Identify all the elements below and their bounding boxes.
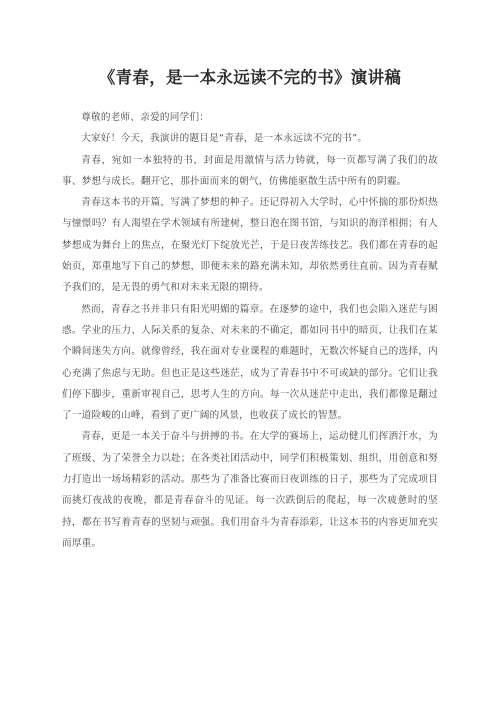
body-paragraph: 青春，更是一本关于奋斗与拼搏的书。在大学的赛场上，运动健儿们挥洒汗水，为了班级、为了荣誉全力以赴；在各类社团活动中，同学们积极策划、组织，用创意和努力打造出一场场精彩的活动。那些为了准备比赛而日夜训练的日子，那些为了完成项目而挑灯夜战的夜晚，都是青春奋斗的见证。每一次跌倒后的爬起，每一次疲惫时的坚持，都在书写着青春的坚韧与顽强。我们用奋斗为青春添彩，让这本书的内容更加充实而厚重。	[62, 431, 438, 549]
body-paragraph: 然而，青春之书并非只有阳光明媚的篇章。在逐梦的途中，我们也会陷入迷茫与困惑。学业的压力、人际关系的复杂、对未来的不确定，都如同书中的暗页，让我们在某个瞬间迷失方向。就像曾经，我在面对专业课程的难题时，无数次怀疑自己的选择，内心充满了焦虑与无助。但也正是这些迷茫，成为了青春书中不可或缺的部分。它们让我们停下脚步，重新审视自己，思考人生的方向。每一次从迷茫中走出，我们都像是翻过了一道险峻的山峰，看到了更广阔的风景，也收获了成长的智慧。	[62, 303, 438, 422]
greeting-paragraph: 大家好！今天，我演讲的题目是“青春，是一本永远读不完的书”。	[81, 133, 368, 145]
document-title: 《青春，是一本永远读不完的书》演讲稿	[98, 68, 402, 87]
salutation-paragraph: 尊敬的老师、亲爱的同学们：	[81, 112, 210, 123]
body-paragraph: 青春，宛如一本独特的书，封面是用激情与活力铸就，每一页都写满了我们的故事、梦想与成长。翻开它，那扑面而来的朝气，仿佛能驱散生活中所有的阴霾。	[62, 154, 438, 187]
body-paragraph: 青春这本书的开篇，写满了梦想的种子。还记得初入大学时，心中怀揣的那份炽热与憧憬吗？有人渴望在学术领域有所建树，整日泡在图书馆，与知识的海洋相拥；有人梦想成为舞台上的焦点，在聚光灯下绽放光芒，于是日夜苦练技艺。我们都在青春的起始页，郑重地写下自己的梦想，即便未来的路充满未知，却依然勇往直前。因为青春赋予我们的，是无畏的勇气和对未来无限的期待。	[62, 197, 438, 294]
document-body	[62, 107, 438, 554]
